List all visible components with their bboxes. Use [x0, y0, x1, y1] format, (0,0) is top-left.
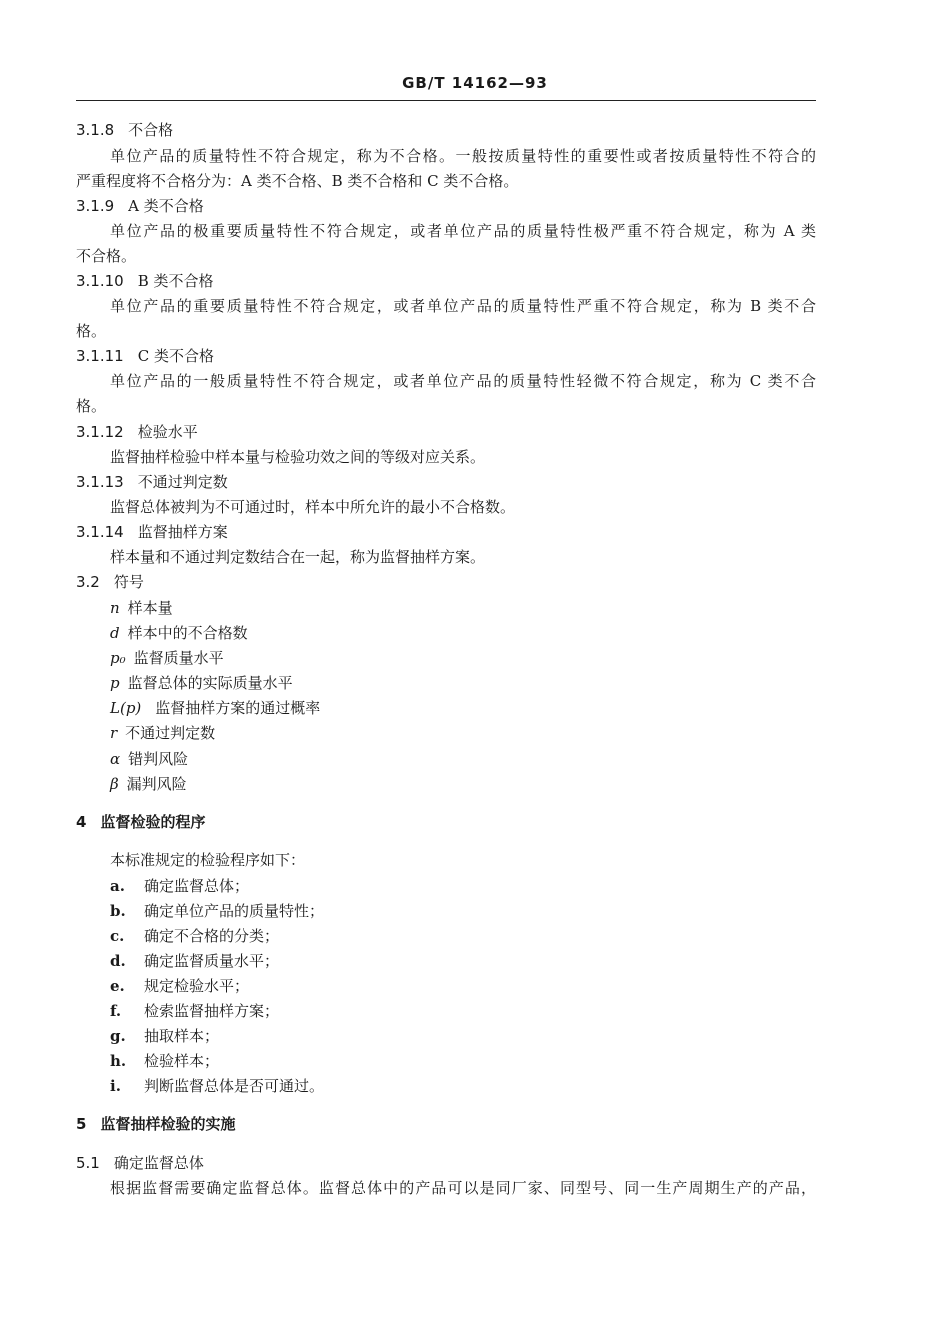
symbol: L(p): [110, 699, 142, 717]
page-header: GB/T 14162—93: [402, 74, 548, 92]
symbol-row: [110, 648, 224, 668]
symbol-desc: 样本量: [127, 599, 173, 617]
symbol: β: [110, 775, 119, 793]
definition-body: 格。: [76, 397, 107, 415]
symbol: r: [110, 724, 118, 742]
step-text: 确定监督质量水平；: [144, 952, 280, 970]
step-label: h.: [110, 1052, 127, 1070]
clause-term: B 类不合格: [137, 272, 214, 290]
symbol: n: [110, 599, 120, 617]
definition-heading: [76, 346, 214, 366]
symbol: p₀: [110, 649, 126, 667]
symbol-row: [110, 698, 320, 718]
step-label: f.: [110, 1002, 122, 1020]
step-text: 确定监督总体；: [144, 877, 250, 895]
procedure-step: [110, 1051, 219, 1071]
section-title: 监督抽样检验的实施: [100, 1115, 236, 1133]
step-text: 检验样本；: [144, 1052, 220, 1070]
step-text: 确定单位产品的质量特性；: [144, 902, 325, 920]
symbol-row: [110, 598, 173, 618]
step-text: 判断监督总体是否可通过。: [144, 1077, 325, 1095]
step-label: i.: [110, 1077, 121, 1095]
definition-body: 单位产品的极重要质量特性不符合规定，或者单位产品的质量特性极严重不符合规定，称为 A 类: [110, 222, 816, 240]
definition-body: 不合格。: [76, 247, 137, 265]
definition-body: 格。: [76, 322, 107, 340]
step-label: a.: [110, 877, 125, 895]
symbol-row: [110, 673, 293, 693]
clause-number: 3.1.8: [76, 121, 115, 139]
symbol-row: [110, 623, 248, 643]
symbol-desc: 监督抽样方案的通过概率: [155, 699, 321, 717]
symbol-desc: 错判风险: [128, 750, 189, 768]
definition-heading: [76, 422, 198, 442]
step-label: e.: [110, 977, 125, 995]
section-heading: [76, 812, 205, 832]
section-intro: 本标准规定的检验程序如下：: [110, 851, 306, 869]
step-label: b.: [110, 902, 126, 920]
procedure-step: [110, 926, 279, 946]
definition-body: 单位产品的一般质量特性不符合规定，或者单位产品的质量特性轻微不符合规定，称为 C 类不合: [110, 372, 816, 390]
definition-body: 监督抽样检验中样本量与检验功效之间的等级对应关系。: [110, 448, 486, 466]
procedure-step: [110, 976, 249, 996]
clause-term: 检验水平: [137, 423, 198, 441]
symbol-row: [110, 723, 215, 743]
procedure-step: [110, 901, 324, 921]
clause-number: 3.1.12: [76, 423, 124, 441]
symbol: p: [110, 674, 120, 692]
step-label: c.: [110, 927, 125, 945]
step-text: 规定检验水平；: [144, 977, 250, 995]
step-label: g.: [110, 1027, 126, 1045]
clause-term: 不合格: [128, 121, 174, 139]
header-rule: [76, 100, 816, 101]
symbol-desc: 不通过判定数: [125, 724, 216, 742]
clause-number: 3.1.9: [76, 197, 115, 215]
procedure-step: [110, 1001, 279, 1021]
clause-number: 3.1.14: [76, 523, 124, 541]
definition-body: 监督总体被判为不可通过时，样本中所允许的最小不合格数。: [110, 498, 516, 516]
procedure-step: [110, 876, 249, 896]
clause-term: 不通过判定数: [137, 473, 228, 491]
definition-heading: [76, 120, 173, 140]
clause-number: 5.1: [76, 1154, 100, 1172]
step-label: d.: [110, 952, 126, 970]
definition-body: 单位产品的重要质量特性不符合规定，或者单位产品的质量特性严重不符合规定，称为 B 类不合: [110, 297, 816, 315]
definition-body: 单位产品的质量特性不符合规定，称为不合格。一般按质量特性的重要性或者按质量特性不符合的: [110, 147, 816, 165]
definition-heading: [76, 271, 214, 291]
procedure-step: [110, 1076, 324, 1096]
clause-number: 3.1.10: [76, 272, 124, 290]
clause-number: 3.1.11: [76, 347, 124, 365]
symbol: d: [110, 624, 120, 642]
clause-term: A 类不合格: [128, 197, 204, 215]
subsection-heading: [76, 1153, 204, 1173]
symbol-row: [110, 774, 187, 794]
clause-term: 监督抽样方案: [137, 523, 228, 541]
definition-heading: [76, 522, 228, 542]
symbols-heading: [76, 572, 144, 592]
section-title: 监督检验的程序: [100, 813, 206, 831]
symbol-desc: 监督质量水平: [133, 649, 224, 667]
subsection-body: 根据监督需要确定监督总体。监督总体中的产品可以是同厂家、同型号、同一生产周期生产的产品，: [110, 1179, 816, 1197]
symbol-row: [110, 749, 188, 769]
definition-body: 样本量和不通过判定数结合在一起，称为监督抽样方案。: [110, 548, 486, 566]
step-text: 检索监督抽样方案；: [144, 1002, 280, 1020]
definition-body: 严重程度将不合格分为：A 类不合格、B 类不合格和 C 类不合格。: [76, 172, 519, 190]
definition-heading: [76, 196, 204, 216]
clause-term: 符号: [113, 573, 144, 591]
definition-heading: [76, 472, 228, 492]
clause-number: 3.1.13: [76, 473, 124, 491]
symbol-desc: 监督总体的实际质量水平: [127, 674, 293, 692]
procedure-step: [110, 951, 279, 971]
clause-term: 确定监督总体: [113, 1154, 204, 1172]
clause-number: 3.2: [76, 573, 100, 591]
section-heading: [76, 1114, 235, 1134]
section-number: 5: [76, 1115, 87, 1133]
symbol-desc: 漏判风险: [126, 775, 187, 793]
step-text: 确定不合格的分类；: [144, 927, 280, 945]
section-number: 4: [76, 813, 87, 831]
symbol-desc: 样本中的不合格数: [127, 624, 248, 642]
symbol: α: [110, 750, 121, 768]
step-text: 抽取样本；: [144, 1027, 220, 1045]
procedure-step: [110, 1026, 219, 1046]
clause-term: C 类不合格: [137, 347, 214, 365]
